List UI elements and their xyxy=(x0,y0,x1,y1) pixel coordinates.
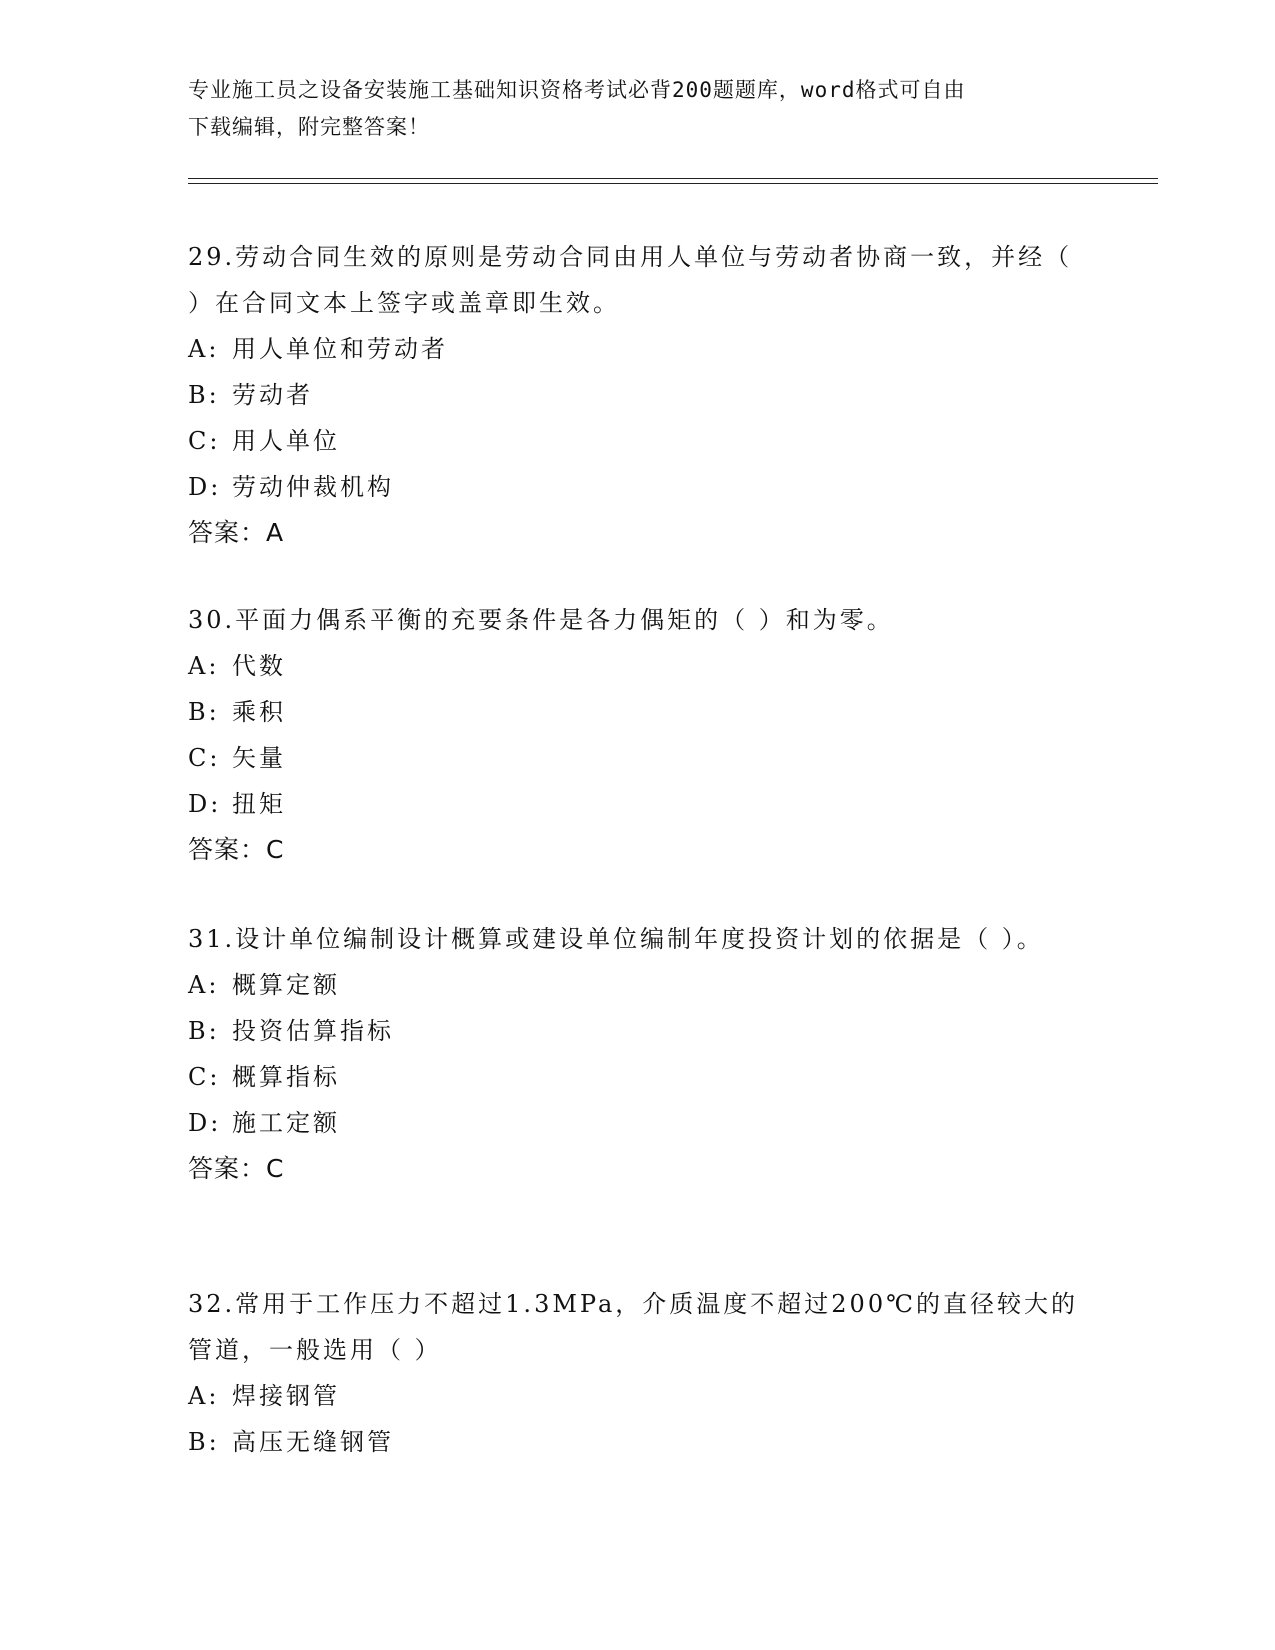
header-line-1: 专业施工员之设备安装施工基础知识资格考试必背200题题库，word格式可自由 xyxy=(188,78,966,102)
option-text: 矢量 xyxy=(232,744,286,772)
option-a xyxy=(188,1373,1088,1419)
header-divider-bottom xyxy=(188,183,1158,184)
option-text: 概算指标 xyxy=(232,1063,340,1091)
option-text: 劳动者 xyxy=(232,381,313,409)
option-letter: A: xyxy=(188,335,220,363)
option-b xyxy=(188,1008,1088,1054)
question-31 xyxy=(188,916,1088,1192)
option-text: 乘积 xyxy=(232,698,286,726)
option-c xyxy=(188,735,1088,781)
document-header xyxy=(188,72,1088,146)
option-letter: B: xyxy=(188,381,220,409)
option-text: 用人单位和劳动者 xyxy=(232,335,448,363)
option-letter: B: xyxy=(188,698,220,726)
answer-line: 答案：A xyxy=(188,518,285,547)
option-letter: A: xyxy=(188,652,220,680)
answer-line: 答案：C xyxy=(188,1154,285,1183)
option-d xyxy=(188,1100,1088,1146)
header-line-2: 下载编辑，附完整答案！ xyxy=(188,115,430,139)
option-letter: B: xyxy=(188,1428,220,1456)
option-c xyxy=(188,418,1088,464)
header-divider-top xyxy=(188,178,1158,179)
option-d xyxy=(188,464,1088,510)
option-letter: C: xyxy=(188,427,221,455)
option-text: 投资估算指标 xyxy=(232,1017,394,1045)
option-letter: C: xyxy=(188,744,221,772)
option-text: 焊接钢管 xyxy=(232,1382,340,1410)
question-stem: 32.常用于工作压力不超过1.3MPa，介质温度不超过200℃的直径较大的管道，一般选用（ ） xyxy=(188,1290,1078,1364)
option-letter: D: xyxy=(188,790,222,818)
option-text: 概算定额 xyxy=(232,971,340,999)
option-letter: B: xyxy=(188,1017,220,1045)
option-b xyxy=(188,372,1088,418)
question-stem: 31.设计单位编制设计概算或建设单位编制年度投资计划的依据是（ ）。 xyxy=(188,925,1044,953)
option-text: 高压无缝钢管 xyxy=(232,1428,394,1456)
option-text: 劳动仲裁机构 xyxy=(232,473,394,501)
answer-line: 答案：C xyxy=(188,835,285,864)
option-c xyxy=(188,1054,1088,1100)
question-29 xyxy=(188,234,1088,556)
option-text: 用人单位 xyxy=(232,427,340,455)
option-letter: A: xyxy=(188,971,220,999)
option-letter: D: xyxy=(188,1109,222,1137)
option-b xyxy=(188,1419,1088,1465)
option-text: 扭矩 xyxy=(232,790,286,818)
option-letter: C: xyxy=(188,1063,221,1091)
question-stem: 30.平面力偶系平衡的充要条件是各力偶矩的（ ）和为零。 xyxy=(188,606,894,634)
option-text: 代数 xyxy=(232,652,286,680)
option-letter: D: xyxy=(188,473,222,501)
option-a xyxy=(188,643,1088,689)
option-letter: A: xyxy=(188,1382,220,1410)
question-stem: 29.劳动合同生效的原则是劳动合同由用人单位与劳动者协商一致，并经（ ）在合同文本上签字或盖章即生效。 xyxy=(188,243,1073,317)
option-a xyxy=(188,962,1088,1008)
option-text: 施工定额 xyxy=(232,1109,340,1137)
option-d xyxy=(188,781,1088,827)
option-b xyxy=(188,689,1088,735)
question-30 xyxy=(188,597,1088,873)
question-32 xyxy=(188,1281,1088,1465)
option-a xyxy=(188,326,1088,372)
